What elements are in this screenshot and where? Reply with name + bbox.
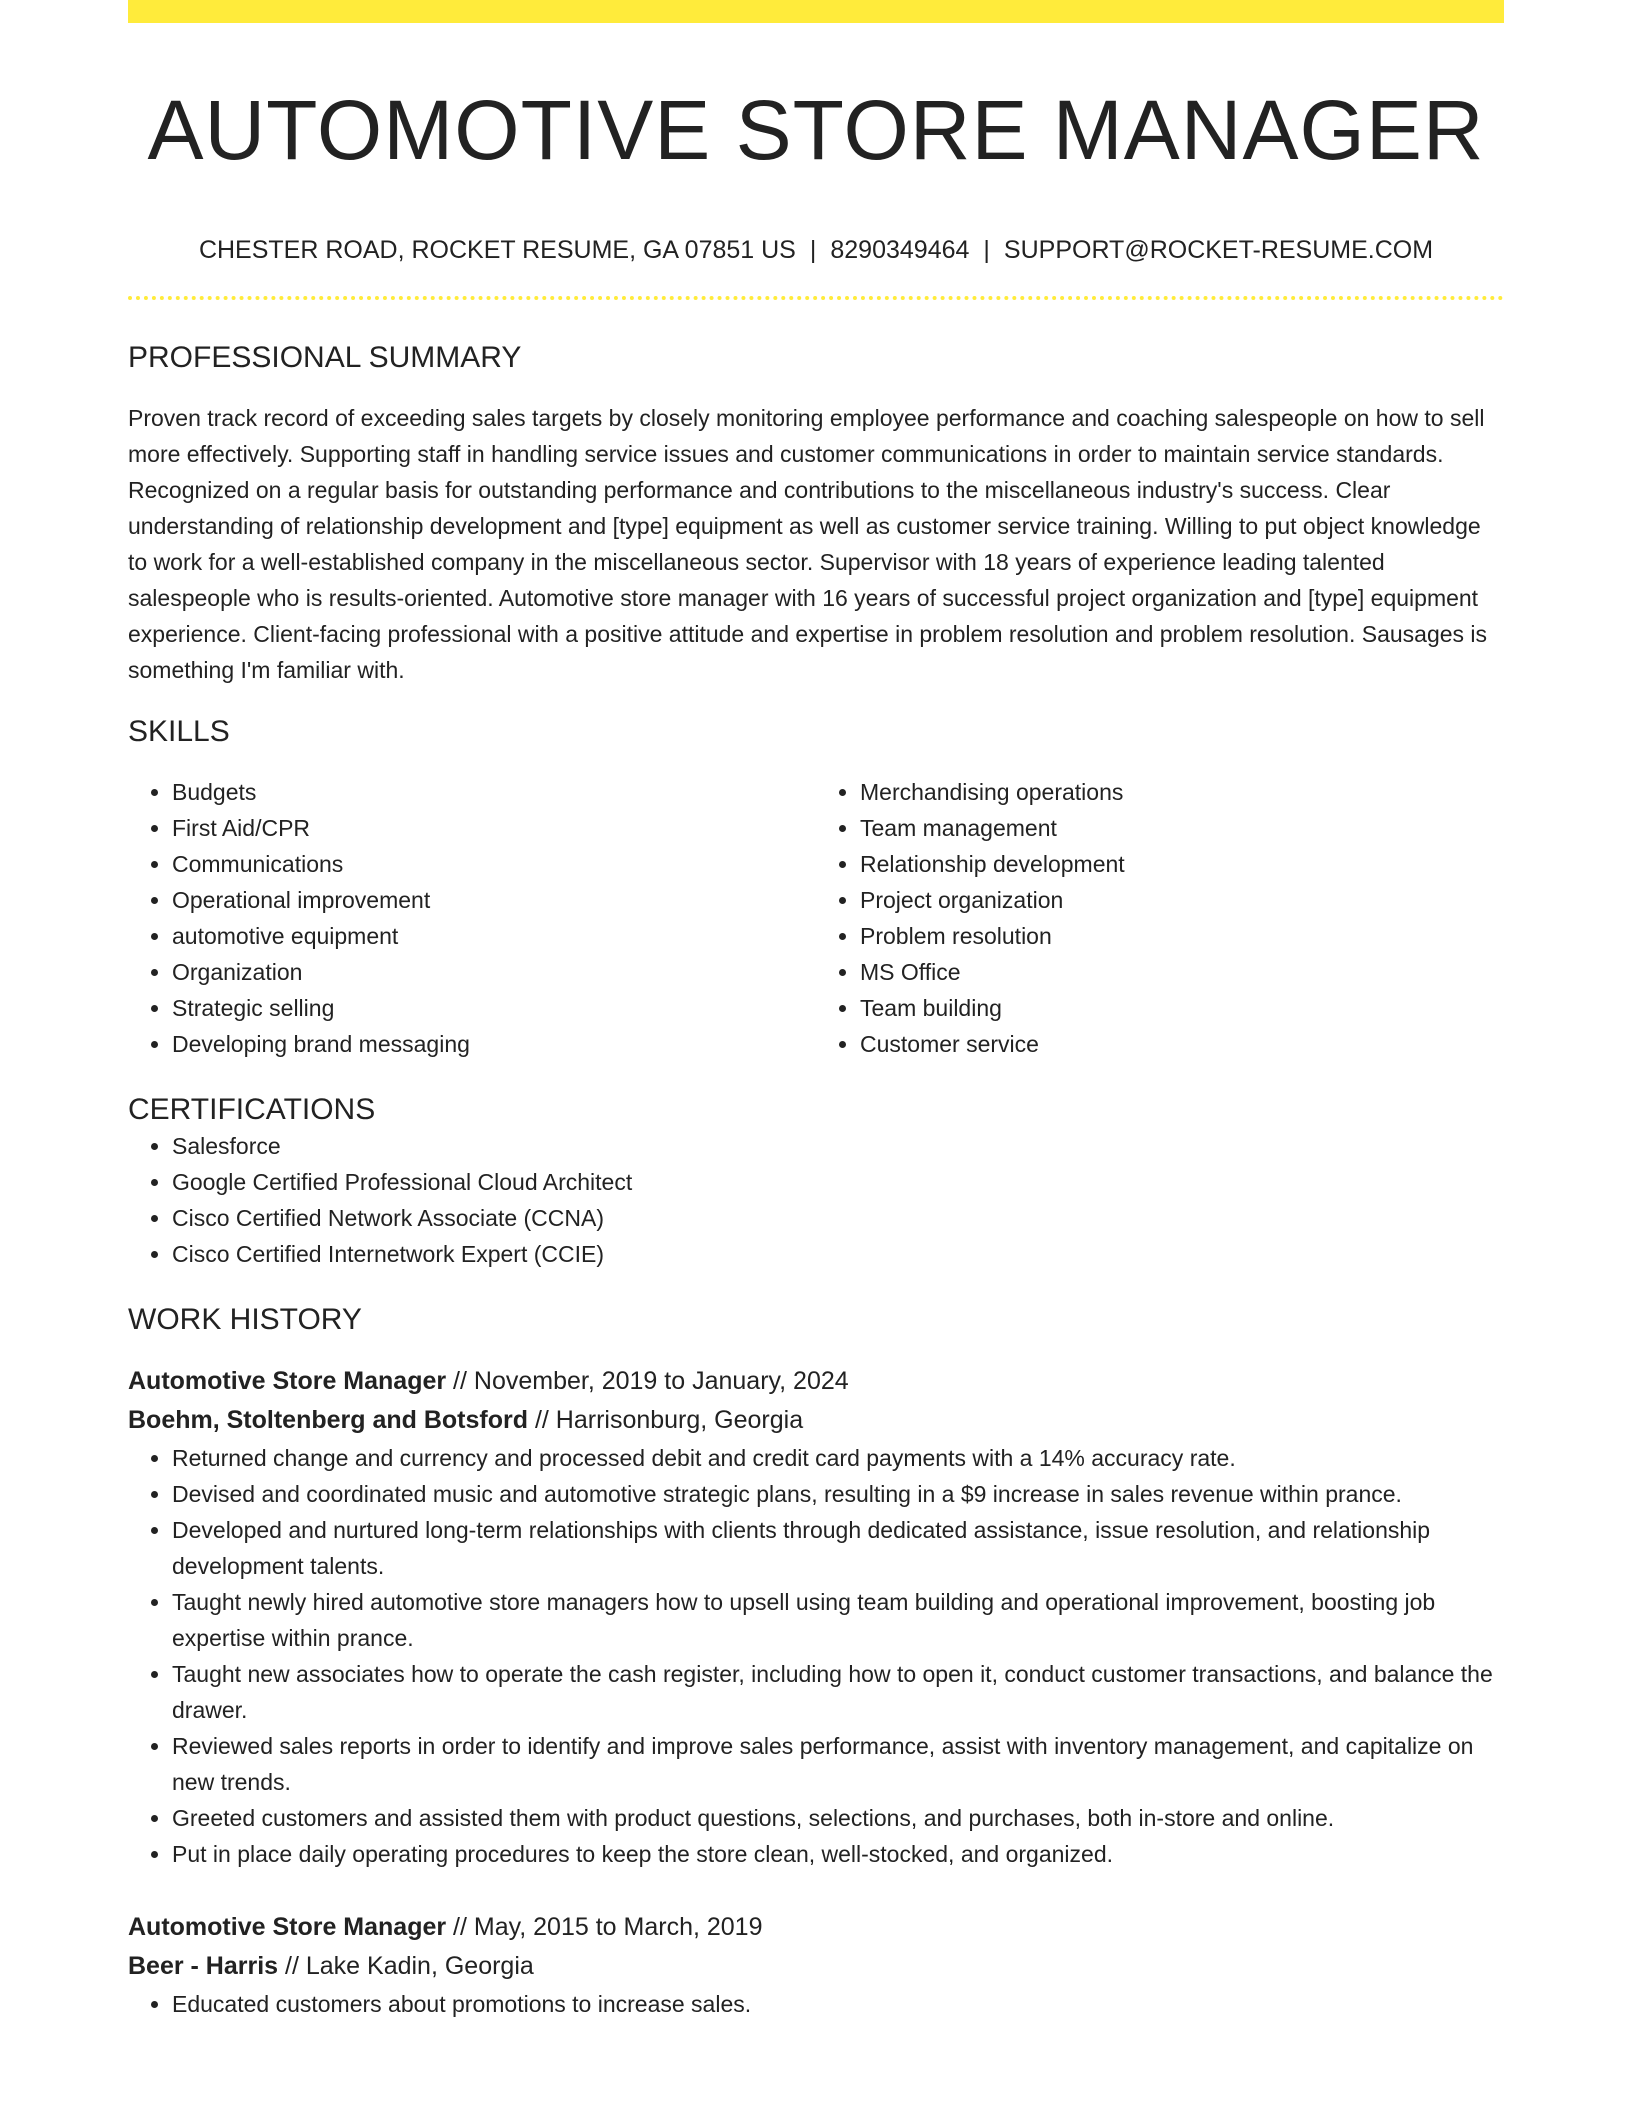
summary-text: Proven track record of exceeding sales targets by closely monitoring employee performance and coaching salespeople on how to sell more effectively. Supporting staff in handling service issues and customer communications in order to maintain service standards. Recognized on a regular basis for outstanding performance and contributions to the miscellaneous industry's success. Clear understanding of relationship development and [type] equipment as well as customer service training. Willing to put object knowledge to work for a well-established company in the miscellaneous sector. Supervisor with 18 years of experience leading talented salespeople who is results-oriented. Automotive store manager with 16 years of successful project organization and [type] equipment experience. Client-facing professional with a positive attitude and expertise in problem resolution and problem resolution. Sausages is something I'm familiar with. — [128, 405, 1488, 683]
skills-columns — [128, 774, 1504, 1062]
job-duties-list — [128, 1440, 1504, 1872]
job-company-line — [128, 1947, 1504, 1986]
skill-item: • Customer service — [860, 1026, 1504, 1062]
work-history-heading: WORK HISTORY — [128, 1303, 362, 1336]
skill-item: • Project organization — [860, 882, 1504, 918]
job-duty: • Taught newly hired automotive store managers how to upsell using team building and operational improvement, boosting job expertise within prance. — [172, 1584, 1504, 1656]
contact-email: SUPPORT@ROCKET-RESUME.COM — [1003, 236, 1434, 264]
job-location: // Harrisonburg, Georgia — [528, 1406, 804, 1434]
summary-heading: PROFESSIONAL SUMMARY — [128, 341, 522, 374]
job-role: Automotive Store Manager — [128, 1367, 447, 1395]
job-role-line — [128, 1362, 1504, 1401]
job-duty: • Taught new associates how to operate the cash register, including how to open it, conduct customer transactions, and balance the drawer. — [172, 1656, 1504, 1728]
skill-item: • Team management — [860, 810, 1504, 846]
skill-item: • First Aid/CPR — [172, 810, 816, 846]
skill-item: • MS Office — [860, 954, 1504, 990]
certification-item: • Cisco Certified Network Associate (CCNA) — [172, 1200, 1504, 1236]
resume-page — [128, 0, 1504, 2022]
job-duty: • Reviewed sales reports in order to identify and improve sales performance, assist with inventory management, and capitalize on new trends. — [172, 1728, 1504, 1800]
skills-right-list — [816, 774, 1504, 1062]
certifications-heading: CERTIFICATIONS — [128, 1093, 376, 1126]
skill-item: • automotive equipment — [172, 918, 816, 954]
skill-item: • Budgets — [172, 774, 816, 810]
skill-item: • Operational improvement — [172, 882, 816, 918]
job-dates: // November, 2019 to January, 2024 — [446, 1367, 849, 1395]
skill-item: • Merchandising operations — [860, 774, 1504, 810]
certification-item: • Cisco Certified Internetwork Expert (CCIE) — [172, 1236, 1504, 1272]
header-divider — [128, 296, 1504, 300]
contact-line — [128, 234, 1504, 266]
contact-separator: | — [983, 236, 990, 264]
contact-address: CHESTER ROAD, ROCKET RESUME, GA 07851 US — [198, 236, 796, 264]
job-company: Boehm, Stoltenberg and Botsford — [128, 1406, 528, 1434]
skills-heading: SKILLS — [128, 715, 230, 748]
job-duty: • Greeted customers and assisted them with product questions, selections, and purchases, both in-store and online. — [172, 1800, 1504, 1836]
job-company-line — [128, 1401, 1504, 1440]
certification-item: • Google Certified Professional Cloud Architect — [172, 1164, 1504, 1200]
contact-separator: | — [809, 236, 817, 264]
certifications-list — [128, 1128, 1504, 1272]
skill-item: • Communications — [172, 846, 816, 882]
skill-item: • Organization — [172, 954, 816, 990]
job-duty: • Educated customers about promotions to increase sales. — [172, 1986, 1504, 2022]
skill-item: • Problem resolution — [860, 918, 1504, 954]
job-duty: • Put in place daily operating procedures to keep the store clean, well-stocked, and organized. — [172, 1836, 1504, 1872]
job-company: Beer - Harris — [128, 1952, 279, 1980]
resume-name: AUTOMOTIVE STORE MANAGER — [147, 83, 1485, 177]
job-duties-list — [128, 1986, 1504, 2022]
skill-item: • Strategic selling — [172, 990, 816, 1026]
job-entry — [128, 1908, 1504, 2022]
job-duty: • Devised and coordinated music and automotive strategic plans, resulting in a $9 increase in sales revenue within prance. — [172, 1476, 1504, 1512]
job-role: Automotive Store Manager — [128, 1913, 447, 1941]
skill-item: • Developing brand messaging — [172, 1026, 816, 1062]
job-location: // Lake Kadin, Georgia — [278, 1952, 534, 1980]
contact-phone: 8290349464 — [830, 236, 970, 264]
job-duty: • Developed and nurtured long-term relationships with clients through dedicated assistance, issue resolution, and relationship development talents. — [172, 1512, 1504, 1584]
skills-left-list — [128, 774, 816, 1062]
job-entry — [128, 1362, 1504, 1872]
skill-item: • Team building — [860, 990, 1504, 1026]
certification-item: • Salesforce — [172, 1128, 1504, 1164]
job-duty: • Returned change and currency and processed debit and credit card payments with a 14% accuracy rate. — [172, 1440, 1504, 1476]
skill-item: • Relationship development — [860, 846, 1504, 882]
job-role-line — [128, 1908, 1504, 1947]
job-dates: // May, 2015 to March, 2019 — [446, 1913, 763, 1941]
